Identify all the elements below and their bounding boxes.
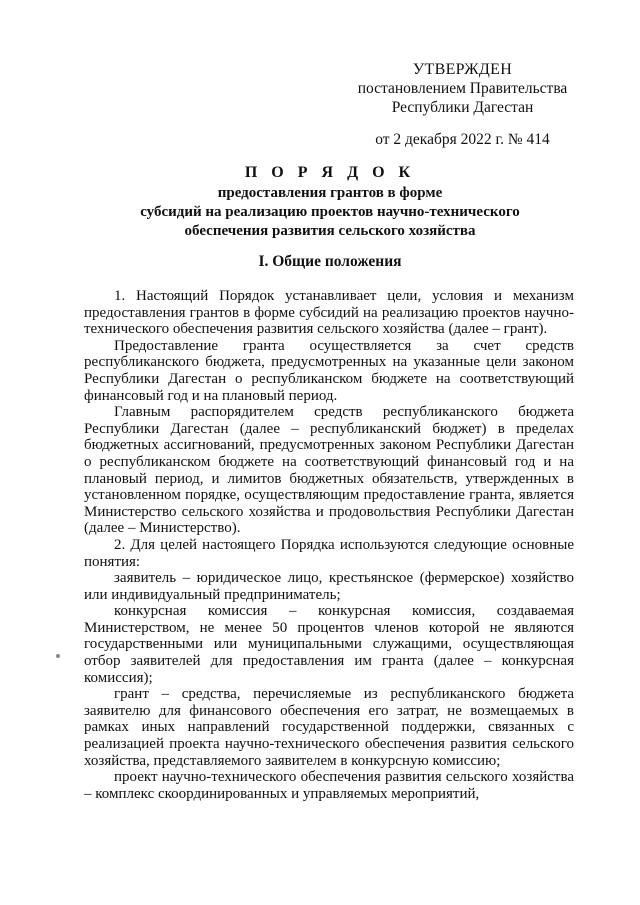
document-subtitle-line-3: обеспечения развития сельского хозяйства bbox=[184, 223, 476, 239]
document-subtitle-line-1: предоставления грантов в форме bbox=[217, 185, 443, 201]
paragraph-8: проект научно-технического обеспечения развития сельского хозяйства – комплекс скоординированных и управляемых мероприятий, bbox=[84, 769, 574, 802]
section-heading: I. Общие положения bbox=[258, 253, 402, 270]
paragraph-3: Главным распорядителем средств республиканского бюджета Республики Дагестан (далее – республиканский бюджет) в пределах бюджетных ассигнований, предусмотренных законом Республики Дагестан о республиканском бюджете на соответствующий финансовый год и на плановый период, и лимитов бюджетных обязательств, утвержденных в установленном порядке, осуществляющим предоставление гранта, является Министерство сельского хозяйства и продовольствия Республики Дагестан (далее – Министерство). bbox=[84, 404, 574, 537]
document-body bbox=[84, 288, 574, 802]
document-title: П О Р Я Д О К bbox=[244, 164, 416, 181]
scan-speck bbox=[56, 654, 60, 658]
approval-line-1: постановлением Правительства bbox=[357, 80, 568, 97]
paragraph-6: конкурсная комиссия – конкурсная комиссия, создаваемая Министерством, не менее 50 процентов членов которой не являются государственными или муниципальными служащими, осуществляющая отбор заявителей для предоставления им гранта (далее – конкурсная комиссия); bbox=[84, 603, 574, 686]
approval-heading: УТВЕРЖДЕН bbox=[412, 61, 513, 78]
document-title-block bbox=[90, 162, 570, 241]
document-subtitle-line-2: субсидий на реализацию проектов научно-технического bbox=[140, 204, 520, 220]
approval-date: от 2 декабря 2022 г. № 414 bbox=[375, 131, 550, 148]
paragraph-2: Предоставление гранта осуществляется за счет средств республиканского бюджета, предусмотренных на указанные цели законом Республики Дагестан о республиканском бюджете на соответствующий финансовый год и на плановый период. bbox=[84, 337, 574, 404]
paragraph-4: 2. Для целей настоящего Порядка используются следующие основные понятия: bbox=[84, 536, 574, 570]
approval-stamp bbox=[340, 60, 585, 149]
paragraph-5: заявитель – юридическое лицо, крестьянское (фермерское) хозяйство или индивидуальный предприниматель; bbox=[84, 570, 574, 603]
approval-line-2: Республики Дагестан bbox=[391, 99, 534, 116]
paragraph-7: грант – средства, перечисляемые из республиканского бюджета заявителю для финансового обеспечения его затрат, не возмещаемых в рамках иных направлений государственной поддержки, связанных с реализацией проекта научно-технического обеспечения развития сельского хозяйства, представляемого заявителем в конкурсную комиссию; bbox=[84, 686, 574, 769]
paragraph-1: 1. Настоящий Порядок устанавливает цели, условия и механизм предоставления грантов в форме субсидий на реализацию проектов научно-технического обеспечения развития сельского хозяйства (далее – грант). bbox=[84, 288, 574, 338]
